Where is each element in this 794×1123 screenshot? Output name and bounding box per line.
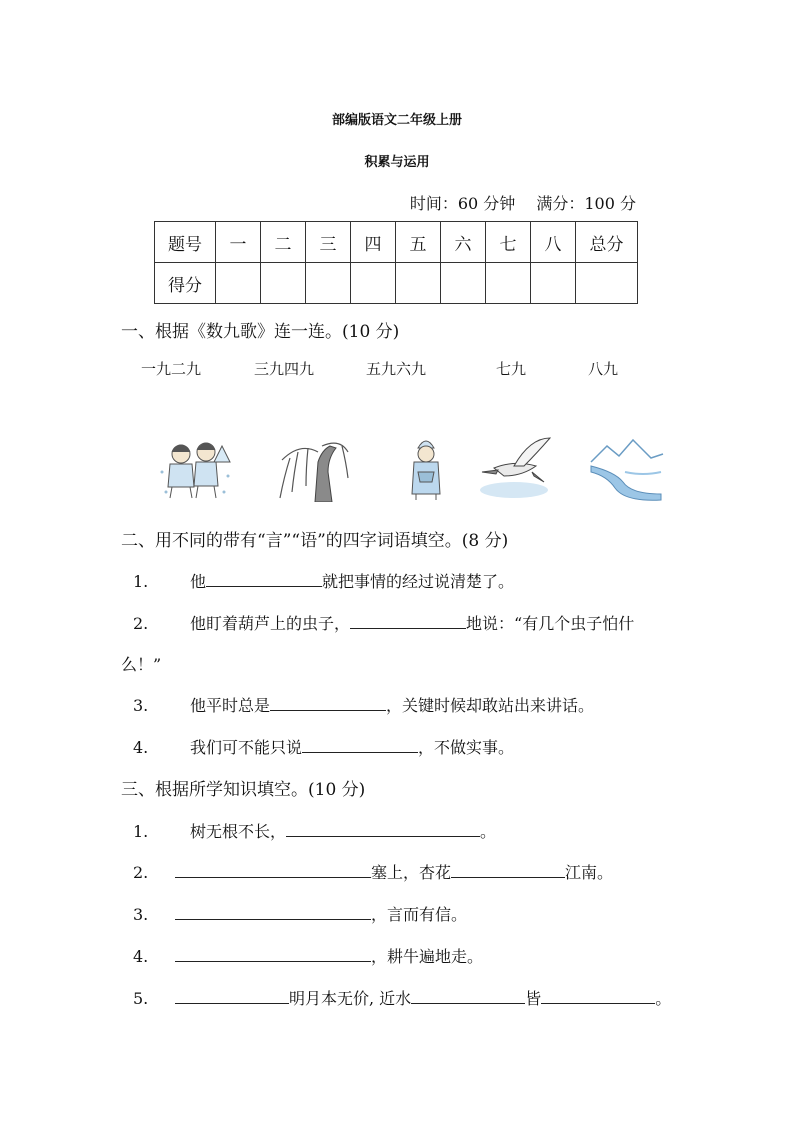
table-cell: 八 [531,222,576,263]
question-row [133,569,514,592]
answer-blank[interactable] [175,902,371,920]
table-cell: 七 [486,222,531,263]
score-input-cell[interactable] [486,263,531,304]
question-text: 树无根不长， [190,822,287,841]
question-text: 地说：“有几个虫子怕什 [466,614,635,633]
page-subtitle: 积累与运用 [364,155,430,170]
score-table-header-row [155,222,638,263]
table-cell: 六 [441,222,486,263]
question-text: ，关键时候却敢站出来讲话。 [386,696,595,715]
answer-blank[interactable] [302,735,418,753]
section-2-title: 二、用不同的带有“言”“语”的四字词语填空。(8 分) [121,531,509,551]
question-text: 他平时总是 [190,696,271,715]
answer-blank[interactable] [411,986,525,1004]
question-number: 1. [133,572,149,591]
answer-blank[interactable] [541,986,655,1004]
question-row [133,944,483,967]
question-number: 3. [133,905,149,924]
question-text: 塞上，杏花 [371,863,452,882]
verse-item[interactable]: 七九 [496,360,527,378]
question-text: 江南。 [565,863,614,882]
answer-blank[interactable] [206,569,322,587]
score-input-cell[interactable] [531,263,576,304]
section-3-title: 三、根据所学知识填空。(10 分) [121,780,366,800]
time-limit: 时间：60 分钟 [409,194,516,213]
table-cell: 得分 [155,263,216,304]
question-text: 他 [190,572,207,591]
question-number: 5. [133,989,149,1008]
table-cell: 三 [306,222,351,263]
question-number: 1. [133,822,149,841]
answer-blank[interactable] [350,611,466,629]
question-continuation: 么！” [121,655,162,674]
verse-item[interactable]: 三九四九 [254,360,315,378]
table-cell: 一 [216,222,261,263]
question-text: 就把事情的经过说清楚了。 [322,572,515,591]
children-in-snow-picture[interactable] [156,432,236,502]
table-cell: 五 [396,222,441,263]
question-number: 4. [133,738,149,757]
score-table [154,221,638,304]
question-text: 明月本无价, 近水 [289,989,412,1008]
question-number: 2. [133,863,149,882]
score-input-cell[interactable] [351,263,396,304]
score-input-cell[interactable] [261,263,306,304]
answer-blank[interactable] [451,860,565,878]
question-text: 他盯着葫芦上的虫子， [190,614,351,633]
verse-item[interactable]: 一九二九 [141,360,202,378]
question-number: 3. [133,696,149,715]
bundled-child-picture[interactable] [394,432,474,502]
verse-item[interactable]: 八九 [588,360,619,378]
score-input-cell[interactable] [576,263,638,304]
table-cell: 题号 [155,222,216,263]
score-input-cell[interactable] [216,263,261,304]
table-cell: 二 [261,222,306,263]
answer-blank[interactable] [175,944,371,962]
page-title: 部编版语文二年级上册 [331,113,462,128]
answer-blank[interactable] [286,819,480,837]
question-text: ，言而有信。 [371,905,468,924]
question-row [133,819,496,842]
verse-item[interactable]: 五九六九 [366,360,427,378]
question-row [133,860,613,883]
question-row [133,735,514,758]
score-input-cell[interactable] [396,263,441,304]
question-number: 4. [133,947,149,966]
question-number: 2. [133,614,149,633]
answer-blank[interactable] [175,860,371,878]
flying-swallow-picture[interactable] [474,432,554,502]
score-input-cell[interactable] [441,263,486,304]
table-cell: 总分 [576,222,638,263]
question-text: 。 [480,822,497,841]
full-score: 满分：100 分 [536,194,636,213]
answer-blank[interactable] [175,986,289,1004]
section-1-title: 一、根据《数九歌》连一连。(10 分) [121,322,400,342]
question-row [133,611,634,634]
question-text: 我们可不能只说 [190,738,303,757]
table-cell: 四 [351,222,396,263]
exam-info [394,191,636,214]
question-text: 。 [655,989,672,1008]
question-text: 皆 [525,989,542,1008]
score-input-cell[interactable] [306,263,351,304]
answer-blank[interactable] [270,693,386,711]
willow-tree-picture[interactable] [270,432,350,502]
score-table-score-row [155,263,638,304]
question-text: ，不做实事。 [418,738,515,757]
question-row [133,986,671,1009]
question-text: ，耕牛遍地走。 [371,947,484,966]
river-thaw-picture[interactable] [585,432,665,502]
question-row [133,902,467,925]
question-row [133,693,594,716]
